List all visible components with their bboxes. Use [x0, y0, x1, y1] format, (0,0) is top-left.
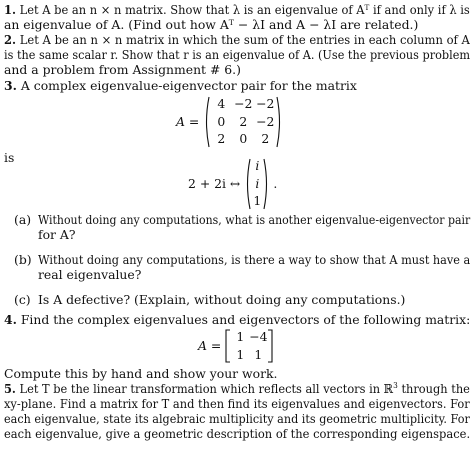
problem-3a-line-1: Without doing any computations, what is another eigenvalue-eigenvector pair [38, 212, 471, 227]
problem-5-text-1a: Let T be the linear transformation which reflects all vectors in ℝ [19, 381, 394, 396]
left-paren-icon [244, 158, 251, 210]
matrix-cell: 0 [239, 131, 248, 147]
problem-3-vector [244, 158, 270, 210]
problem-5-number: 5. [4, 381, 16, 396]
problem-1-text-1: Let A be an n × n matrix. Show that λ is an eigenvalue of Aᵀ if and only if λ is [19, 2, 470, 17]
matrix-cell: 1 [236, 346, 245, 362]
matrix-cell: −2 [256, 96, 275, 111]
problem-4-matrix [225, 329, 273, 363]
matrix-cell: 1 [236, 329, 245, 344]
left-paren-icon [203, 96, 210, 148]
problem-5-line-3: each eigenvalue, state its algebraic multiplicity and its geometric multiplicity. For [4, 411, 470, 426]
problem-3-matrix-grid [210, 96, 276, 148]
problem-4-number: 4. [4, 312, 17, 327]
problem-5-text-1b: through the [397, 381, 470, 396]
problem-3-vector-grid [251, 158, 263, 210]
vector-cell: 1 [253, 193, 262, 209]
problem-4-line-2: Compute this by hand and show your work. [4, 366, 278, 381]
matrix-cell: −4 [249, 329, 268, 344]
problem-5-line-4: each eigenvalue, give a geometric description of the corresponding eigenspace. [4, 426, 471, 441]
problem-3-line-1 [4, 78, 470, 93]
problem-3-number: 3. [4, 78, 17, 93]
matrix-cell: 1 [254, 346, 263, 362]
right-paren-icon [263, 158, 270, 210]
problem-1-line-1 [4, 2, 470, 17]
matrix-cell: 2 [261, 131, 270, 147]
problem-3-is-text: is [4, 150, 15, 165]
problem-1-number: 1. [4, 2, 16, 17]
matrix-cell: −2 [234, 96, 253, 111]
problem-3-pair-equation [188, 158, 277, 210]
problem-3-text-1: A complex eigenvalue-eigenvector pair for the matrix [20, 78, 357, 93]
problem-3-pair-label: 2 + 2i ↔ [188, 176, 241, 192]
problem-4-matrix-label: A = [198, 338, 222, 354]
problem-3-period: . [273, 176, 278, 192]
problem-3b-label: (b) [14, 252, 32, 267]
matrix-cell: 2 [239, 113, 248, 129]
matrix-cell: 2 [217, 131, 226, 147]
right-bracket-icon [267, 329, 273, 363]
problem-4-text-1: Find the complex eigenvalues and eigenvectors of the following matrix: [20, 312, 471, 327]
matrix-cell: 0 [217, 113, 226, 129]
problem-4-matrix-equation [198, 329, 273, 363]
problem-5-line-2: xy-plane. Find a matrix for T and then find its eigenvalues and eigenvectors. For [4, 396, 470, 411]
problem-4-line-1 [4, 312, 469, 327]
problem-3c-line-1: Is A defective? (Explain, without doing any computations.) [38, 292, 406, 307]
problem-3-matrix [203, 96, 283, 148]
problem-4-matrix-grid [231, 329, 267, 363]
problem-3b-line-2: real eigenvalue? [38, 267, 142, 282]
problem-2-text-1: Let A be an n × n matrix in which the sum of the entries in each column of A [19, 32, 470, 47]
right-paren-icon [276, 96, 283, 148]
problem-3-matrix-label: A = [176, 114, 200, 130]
matrix-cell: −2 [256, 113, 275, 129]
vector-cell: i [255, 158, 260, 173]
problem-3-matrix-equation [176, 96, 283, 148]
problem-2-line-3: and a problem from Assignment # 6.) [4, 62, 241, 77]
problem-1-line-2: an eigenvalue of A. (Find out how Aᵀ − λI and A − λI are related.) [4, 17, 419, 32]
problem-3b-line-1: Without doing any computations, is there a way to show that A must have a [38, 252, 471, 267]
problem-3a-label: (a) [14, 212, 32, 227]
vector-cell: i [255, 175, 260, 191]
problem-5-superscript: 3 [393, 381, 398, 390]
problem-3c-label: (c) [14, 292, 31, 307]
matrix-cell: 4 [217, 96, 226, 111]
problem-2-number: 2. [4, 32, 17, 47]
problem-2-line-2: is the same scalar r. Show that r is an eigenvalue of A. (Use the previous problem [4, 47, 471, 62]
problem-2-line-1 [4, 32, 470, 47]
problem-3a-line-2: for A? [38, 227, 76, 242]
